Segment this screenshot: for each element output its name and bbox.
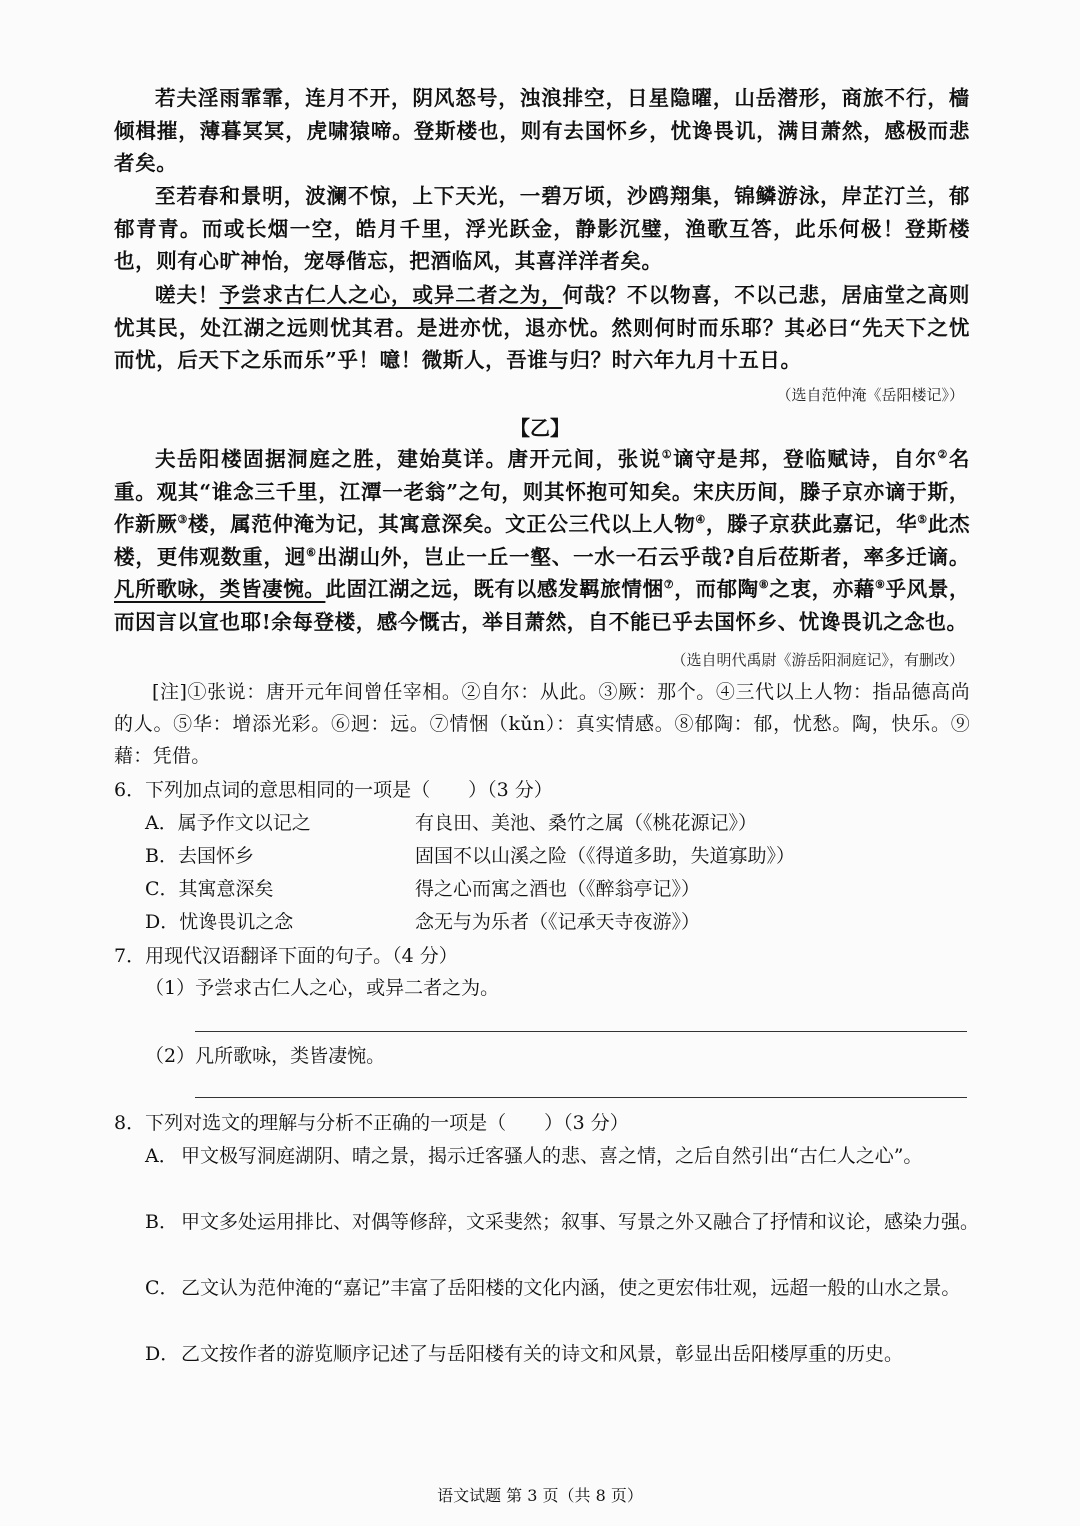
q7-sentence-1: （1）予尝求古仁人之心，或异二者之为。: [145, 977, 500, 999]
yi-source: （选自明代禹尉《游岳阳洞庭记》，有删改）: [671, 651, 964, 669]
q8-option-a: A． 甲文极写洞庭湖阴、晴之景，揭示迁客骚人的悲、喜之情，之后自然引出“古仁人之心”。: [145, 1145, 923, 1167]
q8-option-b: B． 甲文多处运用排比、对偶等修辞，文采斐然；叙事、写景之外又融合了抒情和议论，感染力强。: [145, 1211, 980, 1233]
q6-option-b-compare: 固国不以山溪之险（《得道多助，失道寡助》）: [415, 845, 796, 867]
answer-line-2: [195, 1097, 967, 1098]
q6-option-a-compare: 有良田、美池、桑竹之属（《桃花源记》）: [415, 812, 758, 834]
yi-heading: 【乙】: [510, 416, 570, 440]
question-8-stem: 8．下列对选文的理解与分析不正确的一项是（ ）（3 分）: [114, 1112, 629, 1134]
q7-sentence-2: （2）凡所歌咏，类皆凄惋。: [145, 1045, 386, 1067]
question-6-stem: 6．下列加点词的意思相同的一项是（ ）（3 分）: [114, 779, 553, 801]
q6-option-d: D．忧谗畏讥之念: [145, 911, 294, 933]
question-7-stem: 7．用现代汉语翻译下面的句子。（4 分）: [114, 945, 458, 967]
jia-paragraph-3: 嗟夫！予尝求古仁人之心，或异二者之为，何哉？不以物喜，不以己悲，居庙堂之高则忧其民，处江湖之远则忧其君。是进亦忧，退亦忧。然则何时而乐耶？其必曰“先天下之忧而忧，后天下之乐而乐”乎！噫！微斯人，吾谁与归？时六年九月十五日。: [114, 283, 970, 372]
q6-option-c-compare: 得之心而寓之酒也（《醉翁亭记》）: [415, 878, 701, 900]
q8-option-c: C． 乙文认为范仲淹的“嘉记”丰富了岳阳楼的文化内涵，使之更宏伟壮观，远超一般的山水之景。: [145, 1277, 961, 1299]
jia-source: （选自范仲淹《岳阳楼记》）: [776, 386, 964, 404]
q6-option-a: A．属予作文以记之: [145, 812, 311, 834]
q8-option-d: D．乙文按作者的游览顺序记述了与岳阳楼有关的诗文和风景，彰显出岳阳楼厚重的历史。: [145, 1343, 904, 1365]
jia-paragraph-2: 至若春和景明，波澜不惊，上下天光，一碧万顷，沙鸥翔集，锦鳞游泳，岸芷汀兰，郁郁青青。而或长烟一空，皓月千里，浮光跃金，静影沉璧，渔歌互答，此乐何极！登斯楼也，则有心旷神怡，宠辱偕忘，把酒临风，其喜洋洋者矣。: [114, 184, 970, 273]
jia-paragraph-1: 若夫淫雨霏霏，连月不开，阴风怒号，浊浪排空，日星隐曜，山岳潜形，商旅不行，樯倾楫摧，薄暮冥冥，虎啸猿啼。登斯楼也，则有去国怀乡，忧谗畏讥，满目萧然，感极而悲者矣。: [114, 86, 970, 175]
page-footer: 语文试题 第 3 页（共 8 页）: [437, 1486, 643, 1505]
yi-underlined-sentence: 凡所歌咏，类皆凄惋。: [114, 577, 326, 601]
q6-option-d-compare: 念无与为乐者（《记承天寺夜游》）: [415, 911, 701, 933]
jia-underlined-sentence: 予尝求古仁人之心，或异二者之为，: [219, 283, 563, 307]
q6-option-c: C．其寓意深矣: [145, 878, 274, 900]
answer-line-1: [195, 1031, 967, 1032]
q6-option-b: B．去国怀乡: [145, 845, 254, 867]
annotation-notes: [注]①张说：唐开元年间曾任宰相。②自尔：从此。③厥：那个。④三代以上人物：指品德高尚的人。⑤华：增添光彩。⑥迥：远。⑦情悃（kǔn）：真实情感。⑧郁陶：郁，忧愁。陶，快乐。⑨藉：凭借。: [114, 681, 970, 767]
yi-paragraph: 夫岳阳楼固据洞庭之胜，建始莫详。唐开元间，张说①谪守是邦，登临赋诗，自尔②名重。观其“谁念三千里，江潭一老翁”之句，则其怀抱可知矣。宋庆历间，滕子京亦谪于斯，作新厥③楼，属范仲淹为记，其寓意深矣。文正公三代以上人物④，滕子京获此嘉记，华⑤此杰楼，更伟观数重，迥⑥出湖山外，岂止一丘一壑、一水一石云乎哉?自后莅斯者，率多迁谪。凡所歌咏，类皆凄惋。此固江湖之远，既有以感发羁旅情悃⑦，而郁陶⑧之衷，亦藉⑨乎风景，而因言以宣也耶!余每登楼，感今慨古，举目萧然，自不能已乎去国怀乡、忧谗畏讥之念也。: [114, 447, 971, 634]
